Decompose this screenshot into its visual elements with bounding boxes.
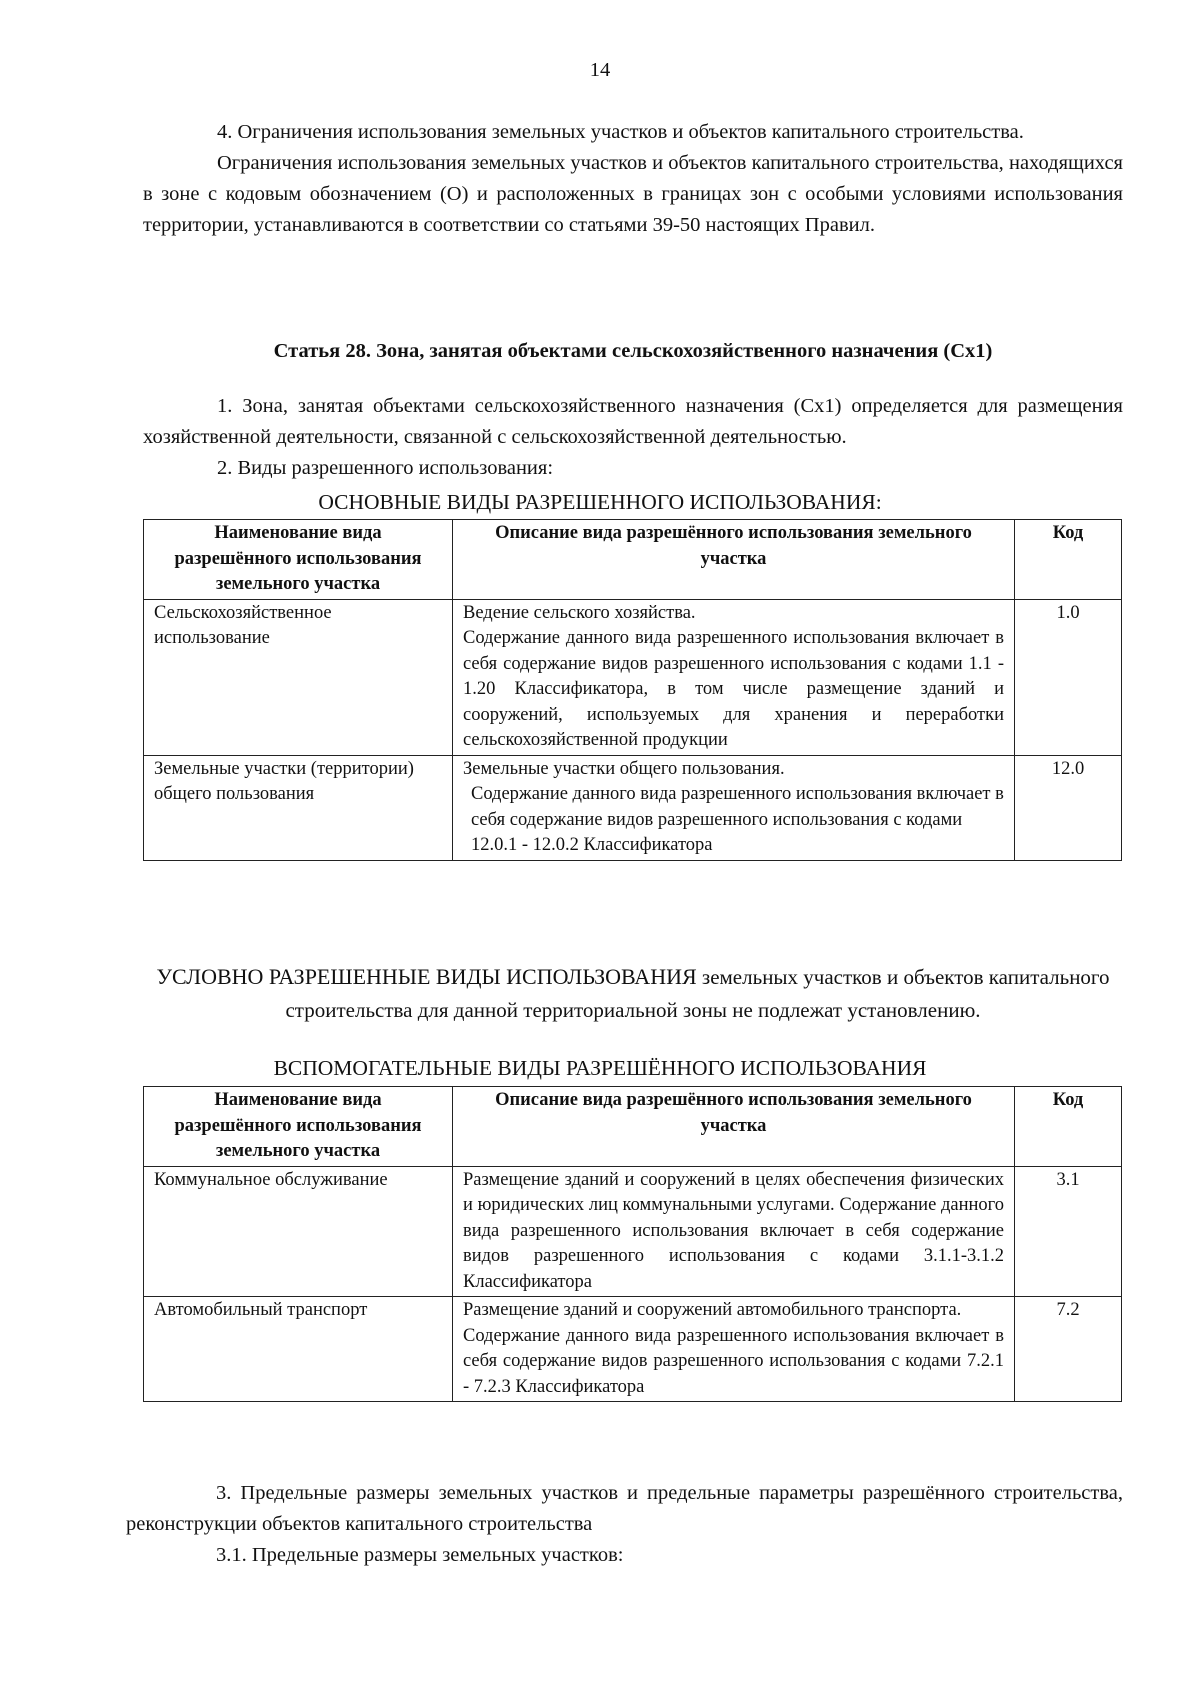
article-paragraph-2: 2. Виды разрешенного использования: xyxy=(217,457,554,479)
page-number: 14 xyxy=(589,59,611,81)
use-description xyxy=(453,1297,1015,1402)
header-description: Описание вида разрешённого использования земельного участка xyxy=(453,520,1015,600)
use-description xyxy=(453,599,1015,755)
article-heading: Статья 28. Зона, занятая объектами сельскохозяйственного назначения (Сх1) xyxy=(273,340,993,362)
table-row xyxy=(144,1297,1122,1402)
section-3-paragraph-2: 3.1. Предельные размеры земельных участков: xyxy=(216,1544,624,1566)
use-description-line: Размещение зданий и сооружений в целях обеспечения физических и юридических лиц коммунальными услугами. Содержание данного вида разрешенного использования включает в себя содержание видов разрешенного использования с кодами 3.1.1-3.1.2 Классификатора xyxy=(463,1169,1004,1292)
section-4-text: Ограничения использования земельных участков и объектов капитального строительства, находящихся в зоне с кодовым обозначением (О) и расположенных в границах зон с особыми условиями использования территории, устанавливаются в соответствии со статьями 39-50 настоящих Правил. xyxy=(143,152,1123,236)
use-code: 7.2 xyxy=(1015,1297,1122,1402)
conditional-uses-note xyxy=(143,960,1123,1027)
use-description xyxy=(453,755,1015,860)
main-uses-caption: ОСНОВНЫЕ ВИДЫ РАЗРЕШЕННОГО ИСПОЛЬЗОВАНИЯ: xyxy=(318,490,882,514)
use-description-detail: Содержание данного вида разрешенного использования включает в себя содержание видов разрешенного использования с кодами 7.2.1 - 7.2.3 Классификатора xyxy=(463,1325,1004,1397)
use-description-detail: Содержание данного вида разрешенного использования включает в себя содержание видов разрешенного использования с кодами 12.0.1 - 12.0.2 Классификатора xyxy=(471,784,1004,855)
use-description-detail: Содержание данного вида разрешенного использования включает в себя содержание видов разрешенного использования с кодами 1.1 - 1.20 Классификатора, в том числе размещение зданий и сооружений, используемых для хранения и переработки сельскохозяйственной продукции xyxy=(463,628,1004,750)
auxiliary-uses-caption: ВСПОМОГАТЕЛЬНЫЕ ВИДЫ РАЗРЕШЁННОГО ИСПОЛЬЗОВАНИЯ xyxy=(273,1056,927,1080)
table-row xyxy=(144,599,1122,755)
table-header-row xyxy=(144,520,1122,600)
table-row xyxy=(144,1166,1122,1297)
section-4-title: 4. Ограничения использования земельных участков и объектов капитального строительства. xyxy=(217,121,1024,143)
main-uses-table xyxy=(143,519,1122,861)
header-name: Наименование вида разрешённого использования земельного участка xyxy=(144,520,453,600)
table-row xyxy=(144,755,1122,860)
use-name: Коммунальное обслуживание xyxy=(144,1166,453,1297)
header-code: Код xyxy=(1015,520,1122,600)
section-3 xyxy=(126,1478,1123,1571)
section-4 xyxy=(143,117,1123,241)
use-name: Автомобильный транспорт xyxy=(144,1297,453,1402)
conditional-uses-rest: земельных участков и объектов капитального строительства для данной территориальной зоны не подлежат установлению. xyxy=(285,965,1110,1022)
use-description-line: Земельные участки общего пользования. xyxy=(463,758,785,779)
conditional-uses-caps: УСЛОВНО РАЗРЕШЕННЫЕ ВИДЫ ИСПОЛЬЗОВАНИЯ xyxy=(156,964,697,989)
table-header-row xyxy=(144,1087,1122,1167)
article-intro xyxy=(143,391,1123,484)
use-name: Сельскохозяйственное использование xyxy=(144,599,453,755)
use-code: 1.0 xyxy=(1015,599,1122,755)
section-3-paragraph-1: 3. Предельные размеры земельных участков и предельные параметры разрешённого строительства, реконструкции объектов капитального строительства xyxy=(126,1482,1123,1535)
use-description-line: Ведение сельского хозяйства. xyxy=(463,602,696,623)
use-code: 12.0 xyxy=(1015,755,1122,860)
use-code: 3.1 xyxy=(1015,1166,1122,1297)
header-code: Код xyxy=(1015,1087,1122,1167)
header-description: Описание вида разрешённого использования земельного участка xyxy=(453,1087,1015,1167)
header-name: Наименование вида разрешённого использования земельного участка xyxy=(144,1087,453,1167)
article-paragraph-1: 1. Зона, занятая объектами сельскохозяйственного назначения (Сх1) определяется для размещения хозяйственной деятельности, связанной с сельскохозяйственной деятельностью. xyxy=(143,395,1123,448)
use-name: Земельные участки (территории) общего пользования xyxy=(144,755,453,860)
use-description-line: Размещение зданий и сооружений автомобильного транспорта. xyxy=(463,1300,962,1320)
use-description xyxy=(453,1166,1015,1297)
auxiliary-uses-table xyxy=(143,1086,1122,1402)
